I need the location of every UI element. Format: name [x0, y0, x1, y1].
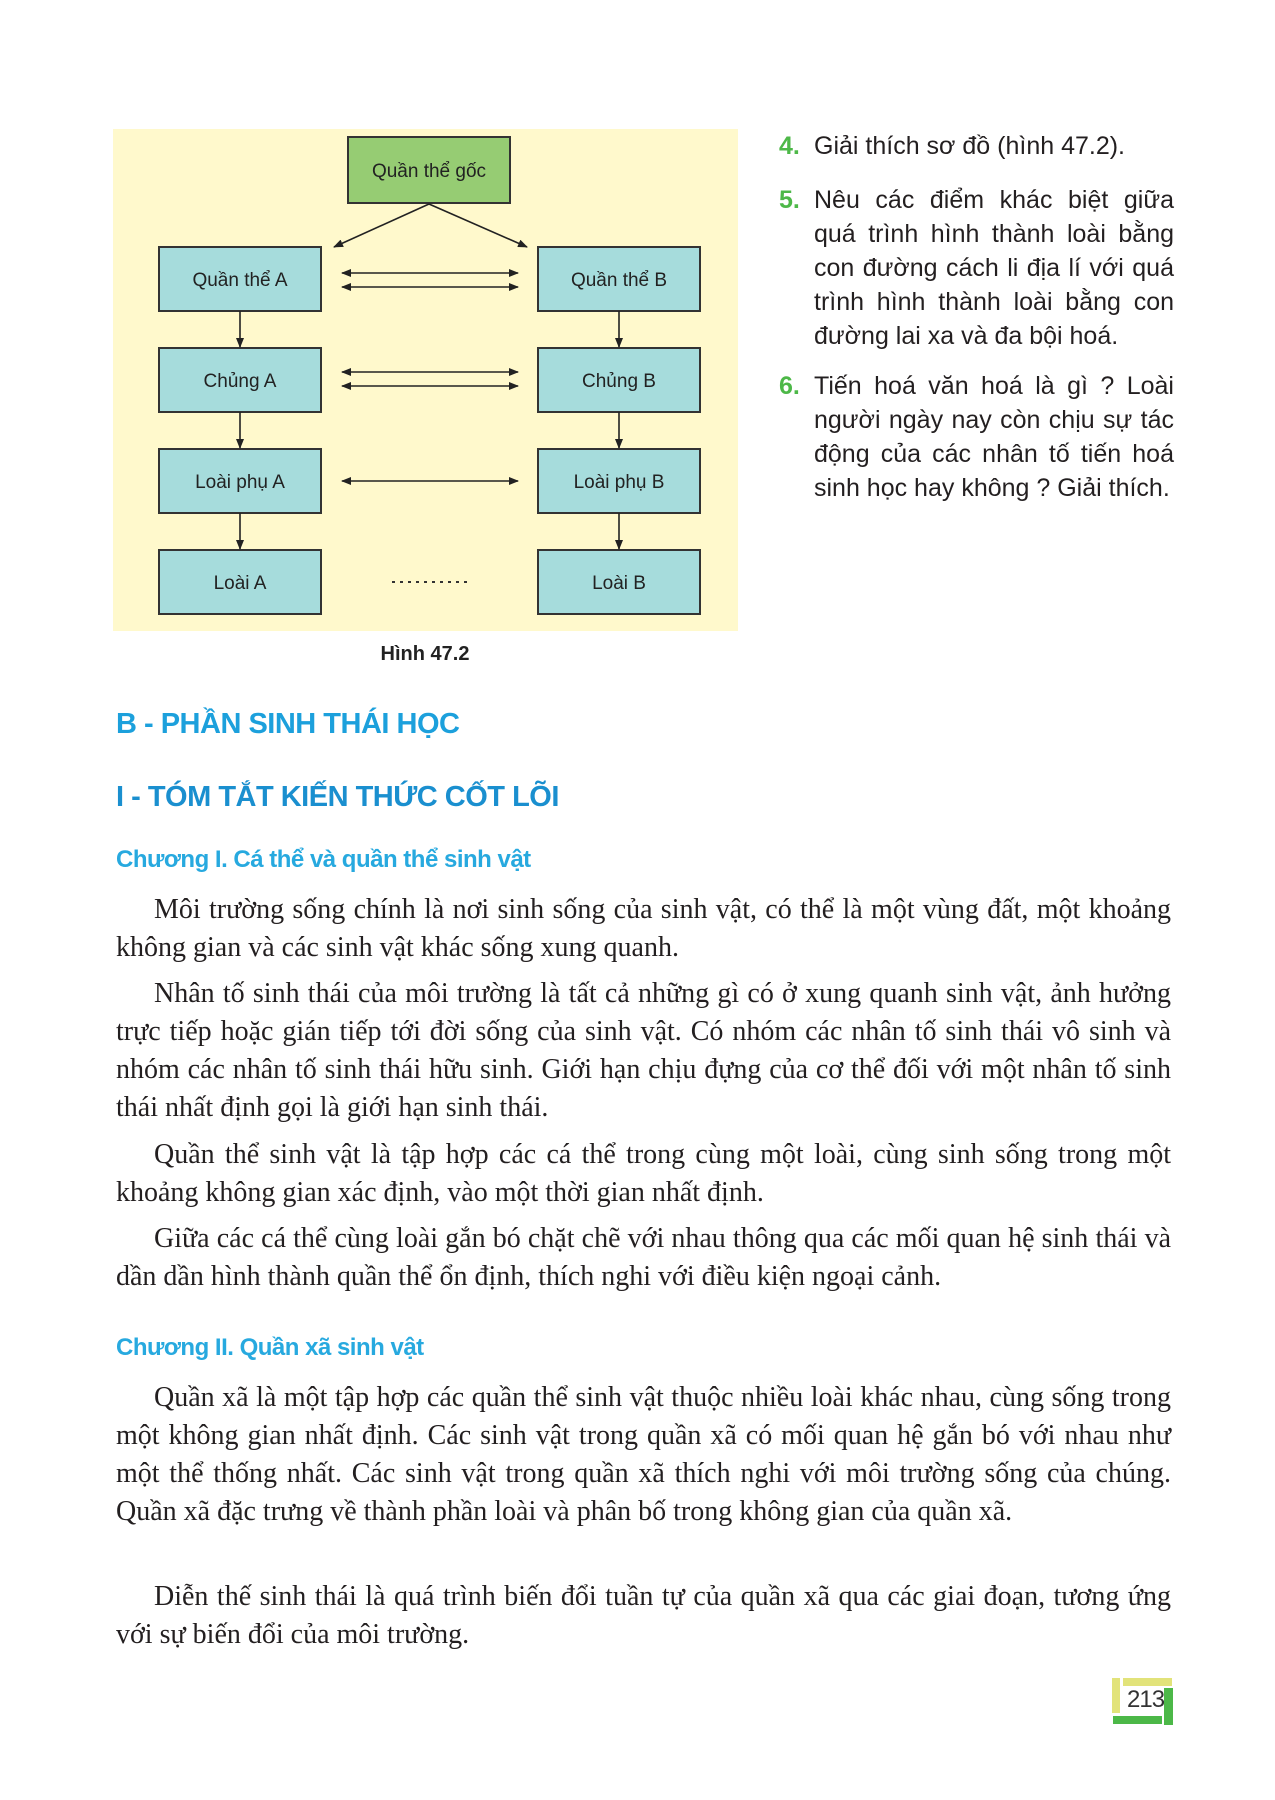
question-4: 4. Giải thích sơ đồ (hình 47.2). — [779, 132, 1125, 160]
paragraph: Giữa các cá thể cùng loài gắn bó chặt chẽ với nhau thông qua các mối quan hệ sinh thái và dần dần hình thành quần thể ổn định, thích nghi với điều kiện ngoại cảnh. — [116, 1223, 1171, 1292]
svg-text:Chủng B: Chủng B — [582, 371, 656, 392]
chapter-2-title: Chương II. Quần xã sinh vật — [116, 1334, 424, 1361]
svg-text:Quần thể B: Quần thể B — [570, 270, 668, 291]
question-6: 6. Tiến hoá văn hoá là gì ? Loài người ngày nay còn chịu sự tác động của các nhân tố tiến hoá sinh học hay không ? Giải thích. — [779, 372, 1174, 502]
box-right-0 — [538, 247, 700, 311]
box-right-3 — [538, 550, 700, 614]
box-right-2 — [538, 449, 700, 513]
paragraph: Môi trường sống chính là nơi sinh sống của sinh vật, có thể là một vùng đất, một khoảng không gian và các sinh vật khác sống xung quanh. — [116, 894, 1171, 963]
svg-text:Chủng A: Chủng A — [203, 371, 277, 392]
box-root — [348, 137, 510, 203]
box-left-0 — [159, 247, 321, 311]
svg-text:Quần thể A: Quần thể A — [192, 270, 288, 291]
box-left-1 — [159, 348, 321, 412]
figure-caption: Hình 47.2 — [380, 643, 470, 665]
section-title: B - PHẦN SINH THÁI HỌC — [116, 708, 460, 740]
paragraph: Nhân tố sinh thái của môi trường là tất cả những gì có ở xung quanh sinh vật, ảnh hưởng trực tiếp hoặc gián tiếp tới đời sống của sinh vật. Có nhóm các nhân tố sinh thái vô sinh và nhóm các nhân tố sinh thái hữu sinh. Giới hạn chịu đựng của cơ thể đối với một nhân tố sinh thái nhất định gọi là giới hạn sinh thái. — [116, 978, 1171, 1123]
paragraph: Quần xã là một tập hợp các quần thể sinh vật thuộc nhiều loài khác nhau, cùng sống trong một không gian nhất định. Các sinh vật trong quần xã có mối quan hệ gắn bó với nhau như một thể thống nhất. Các sinh vật trong quần xã thích nghi với môi trường sống của chúng. Quần xã đặc trưng về thành phần loài và phân bố trong không gian của quần xã. — [116, 1382, 1171, 1527]
chapter-1-title: Chương I. Cá thể và quần thể sinh vật — [116, 846, 531, 873]
paragraph: Diễn thế sinh thái là quá trình biến đổi tuần tự của quần xã qua các giai đoạn, tương ứng với sự biến đổi của môi trường. — [116, 1581, 1171, 1650]
box-left-3 — [159, 550, 321, 614]
box-label: Quần thể gốc — [371, 161, 487, 182]
svg-text:Loài phụ A: Loài phụ A — [195, 472, 285, 493]
svg-text:Loài A: Loài A — [213, 573, 267, 594]
subsection-title: I - TÓM TẮT KIẾN THỨC CỐT LÕI — [116, 781, 559, 813]
page-number-badge — [1112, 1678, 1178, 1728]
question-5: 5. Nêu các điểm khác biệt giữa quá trình hình thành loài bằng con đường cách li địa lí với quá trình hình thành loài bằng con đường lai xa và đa bội hoá. — [779, 186, 1174, 350]
paragraph: Quần thể sinh vật là tập hợp các cá thể trong cùng một loài, cùng sinh sống trong một khoảng không gian xác định, vào một thời gian nhất định. — [116, 1139, 1171, 1208]
box-left-2 — [159, 449, 321, 513]
svg-text:Loài B: Loài B — [592, 573, 646, 594]
svg-text:Loài phụ B: Loài phụ B — [573, 472, 665, 493]
box-right-1 — [538, 348, 700, 412]
speciation-diagram — [0, 0, 760, 640]
page-number: 213 — [1127, 1686, 1165, 1713]
